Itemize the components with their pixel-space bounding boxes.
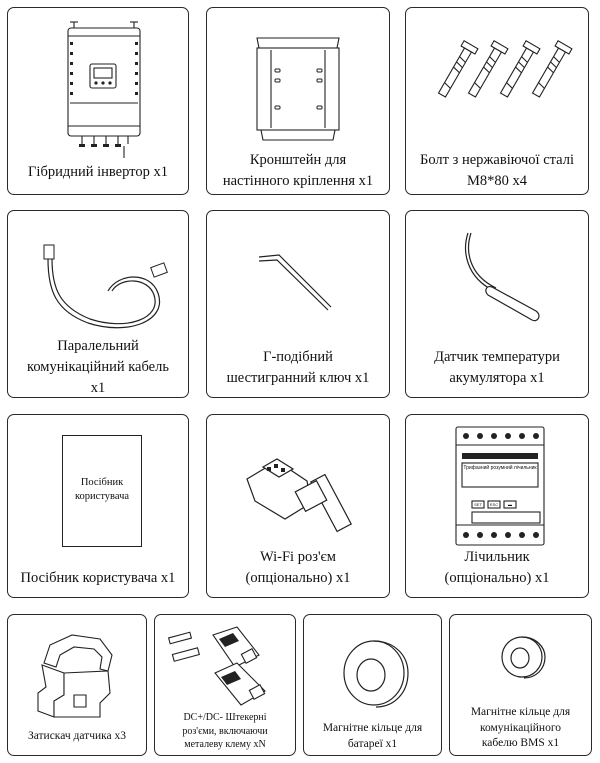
item-caption-meter: Лічильник (опціонально) x1 (444, 549, 550, 586)
item-caption-bolts: Болт з нержавіючої сталі M8*80 x4 (420, 152, 574, 189)
item-card-clamp (7, 614, 147, 756)
user-manual-label: Посібник користувача (74, 477, 130, 502)
item-card-dc-connectors (154, 614, 296, 756)
meter-button-enter: ▬ (508, 502, 512, 507)
item-card-manual (7, 414, 189, 598)
item-caption-clamp: Затискач датчика x3 (27, 730, 127, 742)
item-caption-wifi: Wi-Fi роз'єм (опціонально) x1 (245, 549, 351, 586)
item-card-wifi (206, 414, 390, 598)
item-card-hex-key (206, 210, 390, 398)
item-caption-bms-ring: Магнітне кільце для комунікаційного кабелю BMS x1 (470, 706, 571, 749)
item-card-battery-ring (303, 614, 442, 756)
item-caption-bracket: Кронштейн для настінного кріплення x1 (222, 152, 374, 189)
meter-button-set: SET (474, 502, 482, 507)
item-caption-hex-key: Г-подібний шестигранний ключ x1 (226, 349, 370, 386)
item-caption-manual: Посібник користувача x1 (20, 570, 176, 586)
item-card-meter (405, 414, 589, 598)
item-caption-inverter: Гібридний інвертор x1 (28, 164, 168, 180)
item-caption-battery-ring: Магнітне кільце для батареї x1 (322, 722, 423, 750)
item-caption-dc-connectors: DC+/DC- Штекерні роз'єми, включаючи металеву клему xN (182, 712, 268, 750)
user-manual-icon (62, 435, 142, 547)
item-caption-temp-sensor: Датчик температури акумулятора x1 (434, 349, 560, 386)
item-card-cable (7, 210, 189, 398)
meter-button-esc: ESC (489, 502, 499, 507)
item-card-bracket (206, 7, 390, 195)
item-caption-cable: Паралельний комунікаційний кабель x1 (27, 338, 169, 396)
item-card-inverter (7, 7, 189, 195)
item-card-temp-sensor (405, 210, 589, 398)
item-card-bms-ring (449, 614, 592, 756)
item-card-bolts (405, 7, 589, 195)
meter-display-title: Трифазний розумний лічильник (463, 465, 537, 471)
